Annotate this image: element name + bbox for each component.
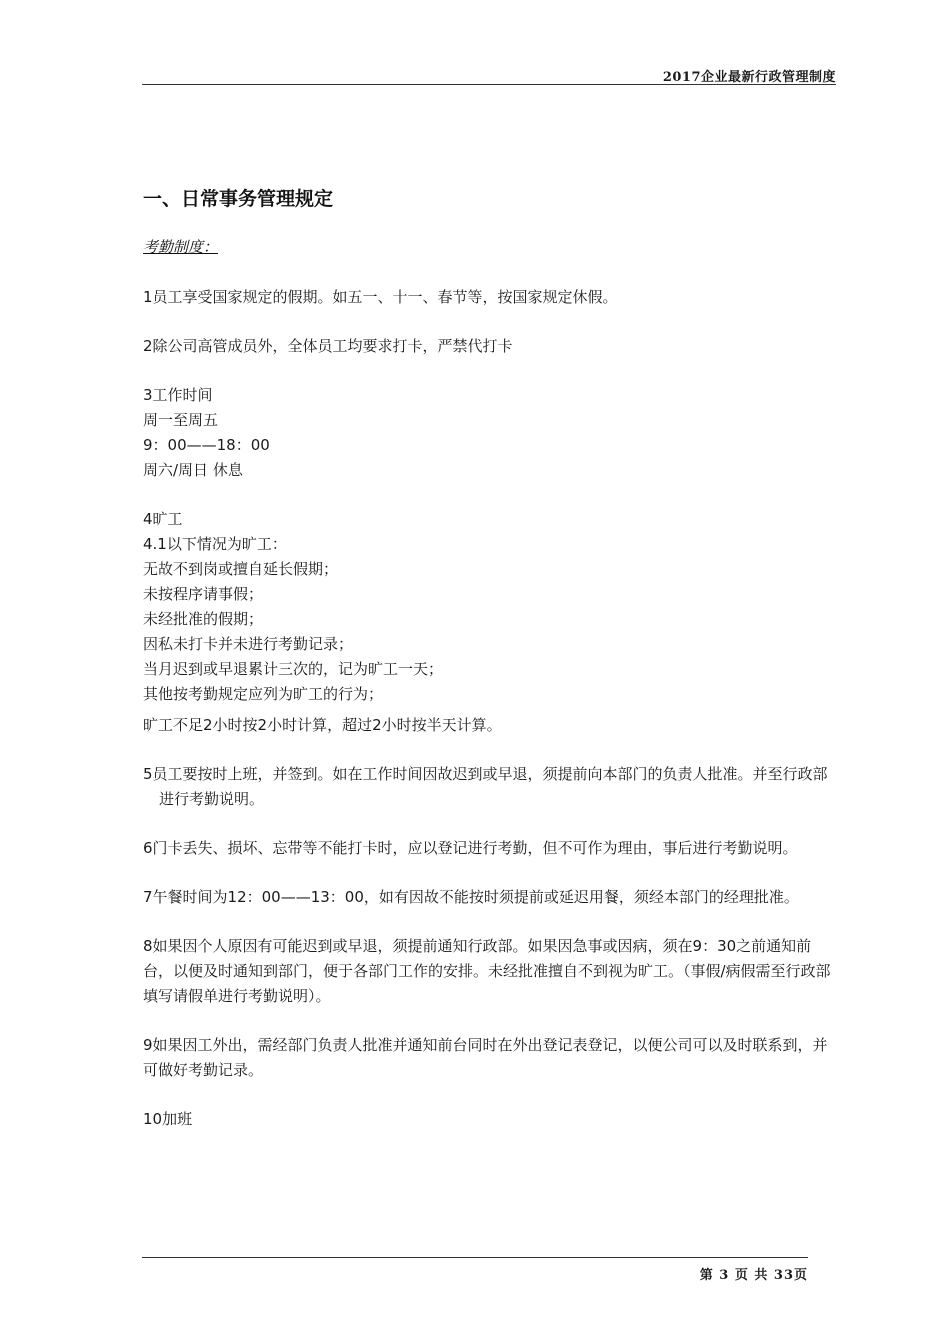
paragraph-line: 未按程序请事假；: [143, 585, 264, 603]
paragraph-8: 8如果因个人原因有可能迟到或早退，须提前通知行政部。如果因急事或因病，须在9：30之前通知前台，以便及时通知到部门，便于各部门工作的安排。未经批准擅自不到视为旷工。（事假/病假需至行政部填写请假单进行考勤说明）。: [143, 937, 831, 1005]
paragraph-line: 未经批准的假期；: [143, 610, 264, 628]
paragraph-line: 4.1以下情况为旷工：: [143, 535, 287, 553]
paragraph-3-work-hours: [143, 383, 838, 483]
paragraph-line: 9：00——18：00: [143, 436, 270, 454]
paragraph-2: [143, 334, 838, 359]
document-body: [143, 285, 838, 1156]
paragraph-line: 无故不到岗或擅自延长假期；: [143, 560, 339, 578]
paragraph-5: 5员工要按时上班，并签到。如在工作时间因故迟到或早退，须提前向本部门的负责人批准。并至行政部进行考勤说明。: [143, 765, 828, 808]
paragraph-line: 当月迟到或早退累计三次的，记为旷工一天；: [143, 660, 444, 678]
paragraph-9: 9如果因工外出，需经部门负责人批准并通知前台同时在外出登记表登记，以便公司可以及时联系到，并可做好考勤记录。: [143, 1036, 828, 1079]
paragraph-1: [143, 285, 838, 310]
page-header-title: 2017企业最新行政管理制度: [662, 70, 836, 85]
section-title: 一、日常事务管理规定: [143, 188, 334, 210]
paragraph-line: 周一至周五: [143, 411, 219, 429]
paragraph-line: 10加班: [143, 1110, 193, 1128]
paragraph-line: 旷工不足2小时按2小时计算，超过2小时按半天计算。: [143, 716, 502, 734]
paragraph-4-absenteeism: [143, 507, 838, 738]
paragraph-7: 7午餐时间为12：00——13：00，如有因故不能按时须提前或延迟用餐，须经本部门的经理批准。: [143, 888, 799, 906]
paragraph-line: 其他按考勤规定应列为旷工的行为；: [143, 685, 384, 703]
paragraph-10: [143, 1107, 838, 1132]
subsection-title: 考勤制度：: [143, 238, 219, 256]
footer-divider: [142, 1257, 808, 1258]
paragraph-line: 3工作时间: [143, 386, 213, 404]
paragraph-line: 周六/周日 休息: [143, 461, 243, 479]
page-number: 第 3 页 共 33页: [699, 1268, 808, 1283]
paragraph-6: 6门卡丢失、损坏、忘带等不能打卡时，应以登记进行考勤，但不可作为理由，事后进行考勤说明。: [143, 839, 798, 857]
paragraph-line: 4旷工: [143, 510, 183, 528]
paragraph-line: 1员工享受国家规定的假期。如五一、十一、春节等，按国家规定休假。: [143, 288, 618, 306]
header-divider: [142, 84, 836, 85]
paragraph-line: 因私未打卡并未进行考勤记录；: [143, 635, 354, 653]
paragraph-line: 2除公司高管成员外，全体员工均要求打卡，严禁代打卡: [143, 337, 513, 355]
